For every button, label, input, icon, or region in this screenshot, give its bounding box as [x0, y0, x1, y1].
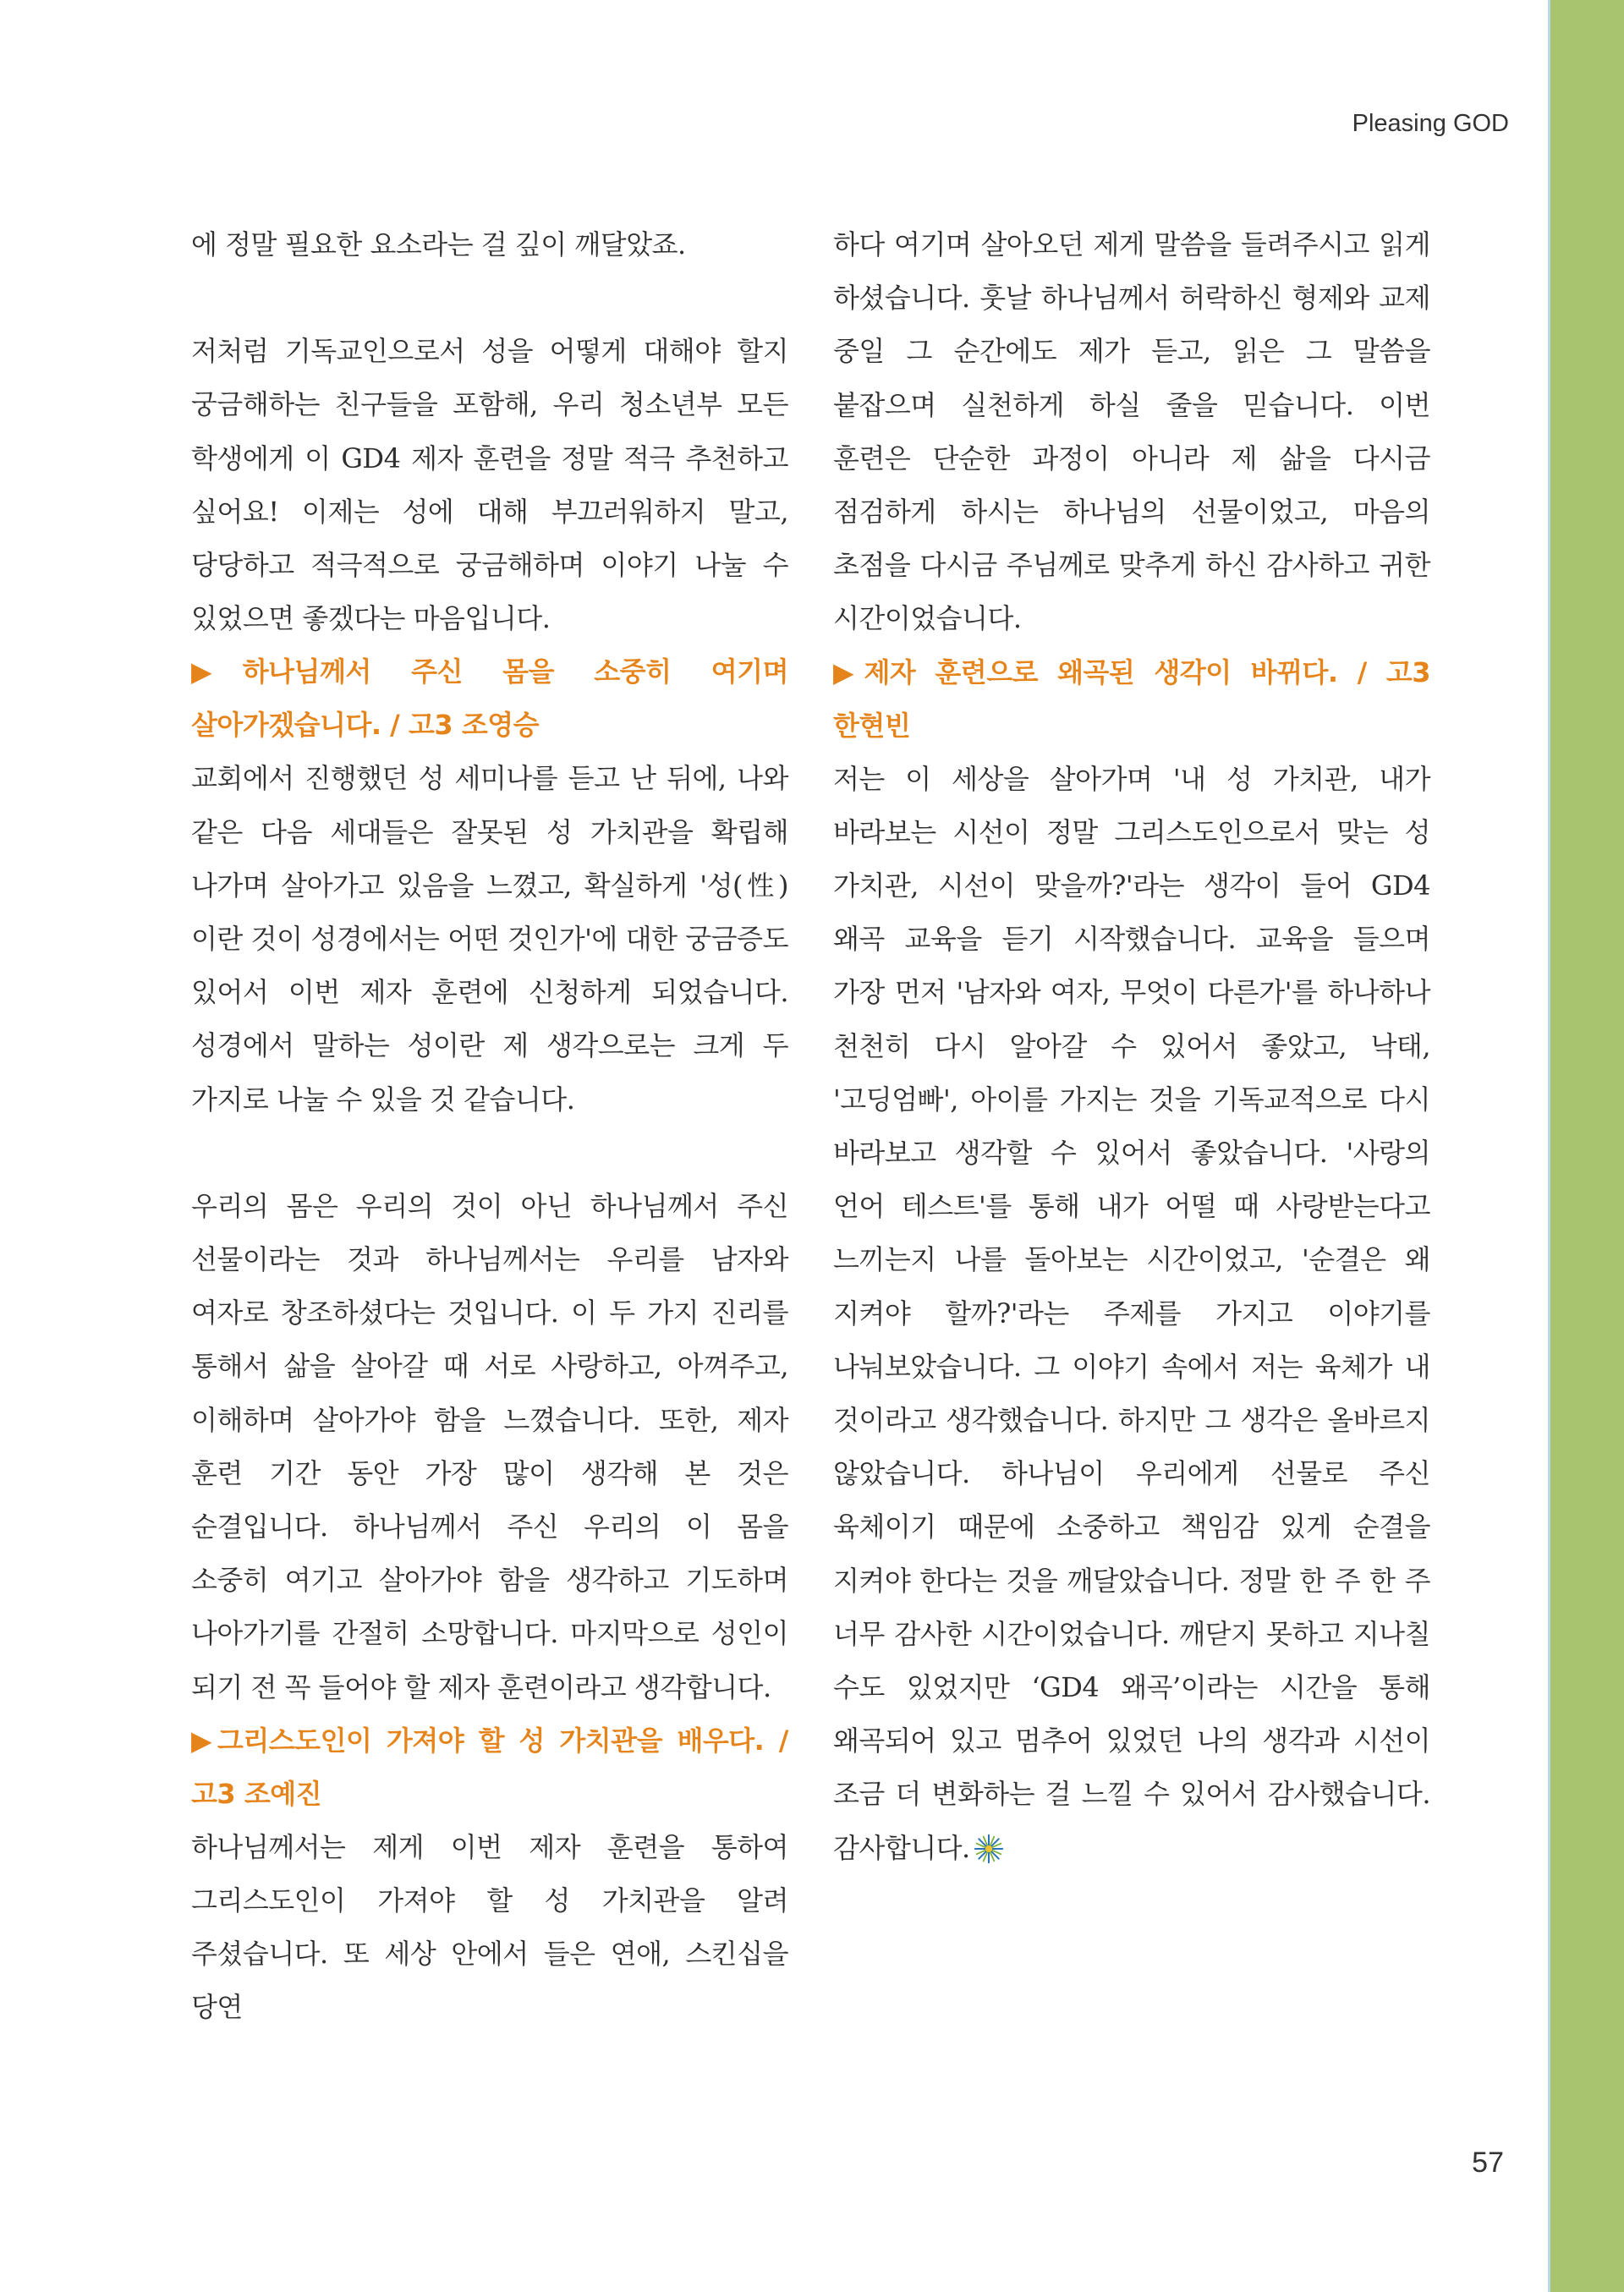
running-header: Pleasing GOD: [1352, 110, 1509, 137]
right-paragraph-2-text: 저는 이 세상을 살아가며 '내 성 가치관, 내가 바라보는 시선이 정말 그리스도인으로서 맞는 성 가치관, 시선이 맞을까?'라는 생각이 들어 GD4 왜곡 교육을 듣기 시작했습니다. 교육을 들으며 가장 먼저 '남자와 여자, 무엇이 다른가'를 하나하나 천천히 다시 알아갈 수 있어서 좋았고, 낙태, '고딩엄빠', 아이를 가지는 것을 기독교적으로 다시 바라보고 생각할 수 있어서 좋았습니다. '사랑의 언어 테스트'를 통해 내가 어떨 때 사랑받는다고 느끼는지 나를 돌아보는 시간이었고, '순결은 왜 지켜야 할까?'라는 주제를 가지고 이야기를 나눠보았습니다. 그 이야기 속에서 저는 육체가 내 것이라고 생각했습니다. 하지만 그 생각은 올바르지 않았습니다. 하나님이 우리에게 선물로 주신 육체이기 때문에 소중하고 책임감 있게 순결을 지켜야 한다는 것을 깨달았습니다. 정말 한 주 한 주 너무 감사한 시간이었습니다. 깨닫지 못하고 지나칠 수도 있었지만 ‘GD4 왜곡’이라는 시간을 통해 왜곡되어 있고 멈추어 있었던 나의 생각과 시선이 조금 더 변화하는 걸 느낄 수 있어서 감사했습니다. 감사합니다.: [833, 762, 1430, 1864]
left-paragraph-1: 에 정말 필요한 요소라는 걸 깊이 깨달았죠.: [191, 228, 686, 260]
right-paragraph-1: 하다 여기며 살아오던 제게 말씀을 들려주시고 읽게 하셨습니다. 훗날 하나님께서 허락하신 형제와 교제 중일 그 순간에도 제가 듣고, 읽은 그 말씀을 붙잡으며 실천하게 하실 줄을 믿습니다. 이번 훈련은 단순한 과정이 아니라 제 삶을 다시금 점검하게 하시는 하나님의 선물이었고, 마음의 초점을 다시금 주님께로 맞추게 하신 감사하고 귀한 시간이었습니다.: [833, 228, 1430, 635]
starburst-icon: [974, 1834, 1004, 1864]
right-column: [833, 218, 1430, 1875]
section-heading-cho-yejin: ▶그리스도인이 가져야 할 성 가치관을 배우다. / 고3 조예진: [191, 1724, 788, 1810]
page-number: 57: [1472, 2147, 1504, 2179]
page-edge-bar: [1548, 0, 1624, 2292]
right-paragraph-2: [833, 753, 1430, 1875]
left-paragraph-2: 저처럼 기독교인으로서 성을 어떻게 대해야 할지 궁금해하는 친구들을 포함해, 우리 청소년부 모든 학생에게 이 GD4 제자 훈련을 정말 적극 추천하고 싶어요! 이제는 성에 대해 부끄러워하지 말고, 당당하고 적극적으로 궁금해하며 이야기 나눌 수 있었으면 좋겠다는 마음입니다.: [191, 335, 788, 635]
section-heading-han-hyeonbin: ▶제자 훈련으로 왜곡된 생각이 바뀌다. / 고3 한현빈: [833, 655, 1430, 742]
left-paragraph-5: 하나님께서는 제게 이번 제자 훈련을 통하여 그리스도인이 가져야 할 성 가치관을 알려 주셨습니다. 또 세상 안에서 들은 연애, 스킨십을 당연: [191, 1830, 788, 2024]
section-heading-cho-youngseung: ▶하나님께서 주신 몸을 소중히 여기며 살아가겠습니다. / 고3 조영승: [191, 655, 788, 742]
left-paragraph-3: 교회에서 진행했던 성 세미나를 듣고 난 뒤에, 나와 같은 다음 세대들은 잘못된 성 가치관을 확립해 나가며 살아가고 있음을 느꼈고, 확실하게 '성(性)이란 것이 성경에서는 어떤 것인가'에 대한 궁금증도 있어서 이번 제자 훈련에 신청하게 되었습니다. 성경에서 말하는 성이란 제 생각으로는 크게 두 가지로 나눌 수 있을 것 같습니다.: [191, 762, 788, 1116]
left-paragraph-4: 우리의 몸은 우리의 것이 아닌 하나님께서 주신 선물이라는 것과 하나님께서는 우리를 남자와 여자로 창조하셨다는 것입니다. 이 두 가지 진리를 통해서 삶을 살아갈 때 서로 사랑하고, 아껴주고, 이해하며 살아가야 함을 느꼈습니다. 또한, 제자 훈련 기간 동안 가장 많이 생각해 본 것은 순결입니다. 하나님께서 주신 우리의 이 몸을 소중히 여기고 살아가야 함을 생각하고 기도하며 나아가기를 간절히 소망합니다. 마지막으로 성인이 되기 전 꼭 들어야 할 제자 훈련이라고 생각합니다.: [191, 1189, 788, 1703]
left-column: [191, 218, 788, 2035]
